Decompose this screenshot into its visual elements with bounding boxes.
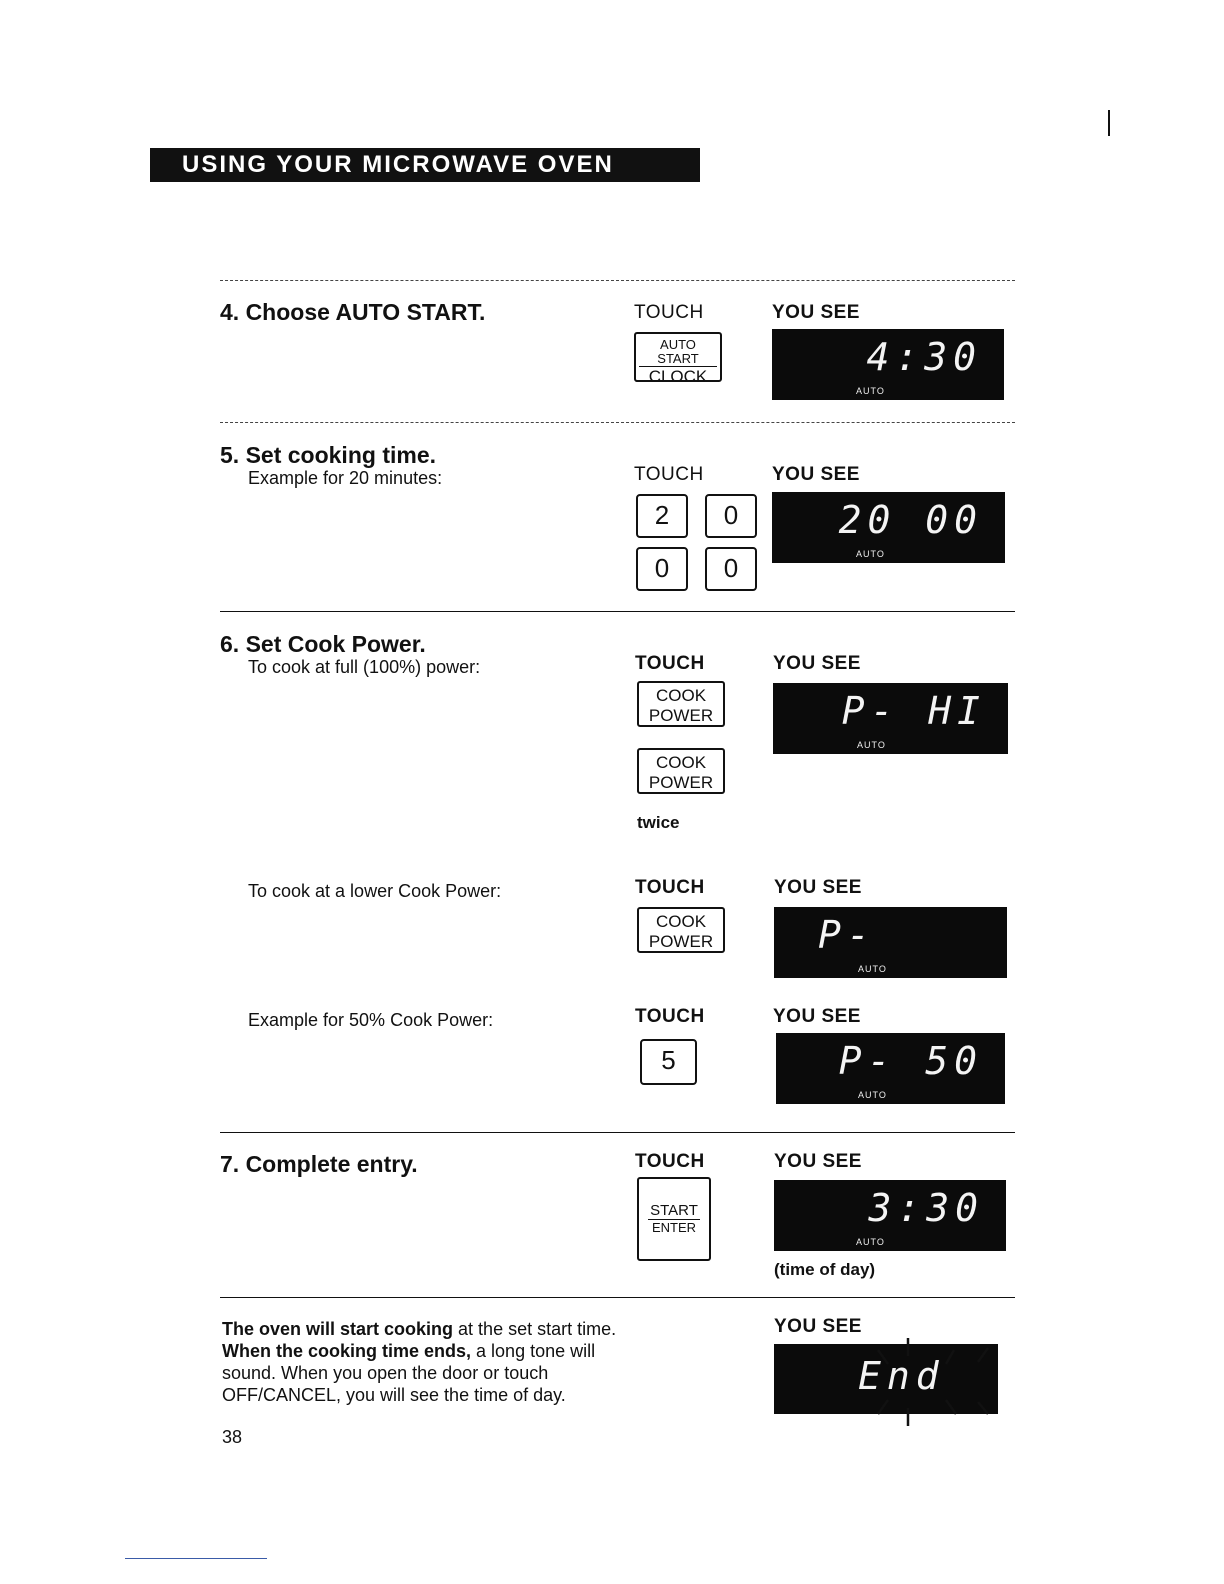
cook-power-key[interactable] <box>637 748 725 794</box>
digit-0-key[interactable]: 0 <box>705 494 757 538</box>
step-5-title: 5. Set cooking time. <box>220 442 436 468</box>
display-readout: 4:30 <box>866 335 982 379</box>
auto-indicator: AUTO <box>858 964 887 974</box>
divider <box>220 611 1015 612</box>
lower-power-label: To cook at a lower Cook Power: <box>248 881 502 901</box>
cook-label: COOK <box>655 686 707 705</box>
digit-2-key[interactable]: 2 <box>636 494 688 538</box>
time-of-day-caption: (time of day) <box>774 1260 876 1279</box>
touch-heading: TOUCH <box>635 1151 705 1172</box>
cook-label: COOK <box>655 912 707 931</box>
auto-indicator: AUTO <box>856 386 885 396</box>
you-see-heading: YOU SEE <box>774 877 862 898</box>
display-readout: P- HI <box>841 689 986 733</box>
display-20-00 <box>772 492 1005 563</box>
you-see-heading: YOU SEE <box>772 464 860 485</box>
touch-heading: TOUCH <box>635 877 705 898</box>
power-label: POWER <box>648 932 714 951</box>
cook-power-key[interactable] <box>637 907 725 953</box>
display-readout: P- 50 <box>838 1039 983 1083</box>
you-see-heading: YOU SEE <box>773 653 861 674</box>
auto-indicator: AUTO <box>858 1090 887 1100</box>
power-label: POWER <box>648 706 714 725</box>
display-p-hi <box>773 683 1008 754</box>
auto-indicator: AUTO <box>857 740 886 750</box>
touch-heading: TOUCH <box>634 302 704 323</box>
display-end <box>774 1344 998 1414</box>
section-banner: USING YOUR MICROWAVE OVEN <box>150 148 700 182</box>
step-5-subtitle: Example for 20 minutes: <box>248 468 443 488</box>
you-see-heading: YOU SEE <box>774 1151 862 1172</box>
display-p-50 <box>776 1033 1005 1104</box>
page-number: 38 <box>222 1427 243 1447</box>
full-power-label: To cook at full (100%) power: <box>248 657 481 677</box>
text-run: at the set start time. <box>453 1319 617 1339</box>
bold-phrase: When the cooking time ends, <box>222 1341 472 1361</box>
you-see-heading: YOU SEE <box>774 1316 862 1337</box>
auto-start-label: AUTO START <box>639 338 717 367</box>
display-readout: 3:30 <box>868 1186 984 1230</box>
display-readout: 20 00 <box>838 498 983 542</box>
auto-start-clock-key[interactable] <box>634 332 722 386</box>
digit-0-key[interactable]: 0 <box>705 547 757 591</box>
completion-paragraph <box>222 1318 622 1406</box>
start-label: START <box>648 1203 700 1220</box>
touch-heading: TOUCH <box>635 1006 705 1027</box>
step-6-title: 6. Set Cook Power. <box>220 631 426 657</box>
display-3-30 <box>774 1180 1006 1251</box>
display-4-30 <box>772 329 1004 400</box>
digit-0-key[interactable]: 0 <box>636 547 688 591</box>
start-enter-key[interactable] <box>637 1177 711 1261</box>
twice-note: twice <box>637 813 680 832</box>
footer-line <box>125 1558 267 1559</box>
digit-5-key[interactable]: 5 <box>640 1039 697 1085</box>
bold-phrase: The oven will start cooking <box>222 1319 454 1339</box>
you-see-heading: YOU SEE <box>773 1006 861 1027</box>
power-label: POWER <box>648 773 714 792</box>
divider <box>220 1297 1015 1298</box>
display-readout: End <box>858 1354 945 1398</box>
enter-label: ENTER <box>651 1220 697 1235</box>
example-50-label: Example for 50% Cook Power: <box>248 1010 494 1030</box>
text-run: a long tone will sound. When you open the door or touch OFF/CANCEL, you will see the time of day. <box>222 1341 596 1405</box>
divider <box>220 422 1015 423</box>
step-4-title: 4. Choose AUTO START. <box>220 299 486 325</box>
display-p-dash <box>774 907 1007 978</box>
touch-heading: TOUCH <box>634 464 704 485</box>
touch-heading: TOUCH <box>635 653 705 674</box>
display-readout: P- <box>818 913 876 957</box>
auto-indicator: AUTO <box>856 1237 885 1247</box>
page-edge-mark <box>1108 110 1110 136</box>
divider <box>220 280 1015 281</box>
clock-label: CLOCK <box>648 367 708 386</box>
you-see-heading: YOU SEE <box>772 302 860 323</box>
cook-label: COOK <box>655 753 707 772</box>
divider <box>220 1132 1015 1133</box>
step-7-title: 7. Complete entry. <box>220 1151 418 1177</box>
cook-power-key[interactable] <box>637 681 725 727</box>
auto-indicator: AUTO <box>856 549 885 559</box>
